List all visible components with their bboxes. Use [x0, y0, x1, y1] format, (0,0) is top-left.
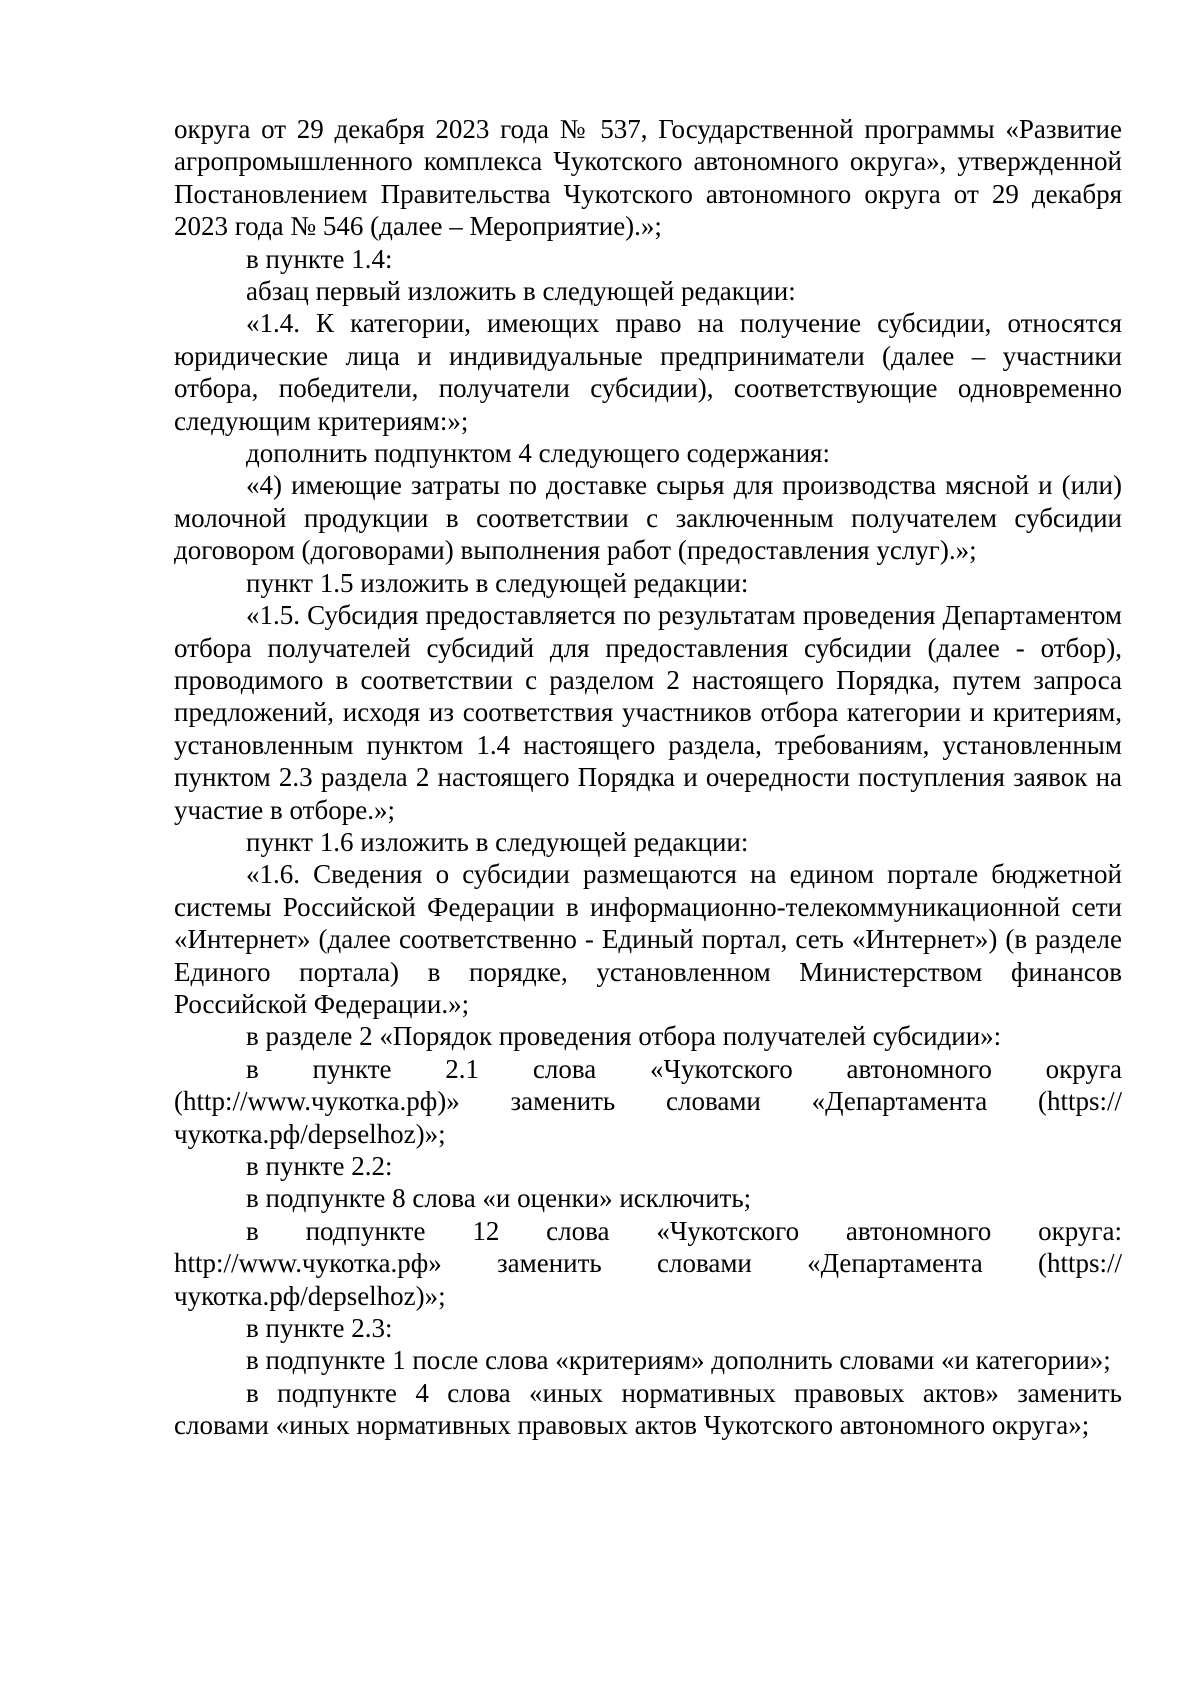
paragraph-4: «1.4. К категории, имеющих право на получение субсидии, относятся юридические лица и индивидуальные предприниматели (далее – участники отбора, победители, получатели субсидии), соответствующие одновременно следующим критериям:»;	[174, 308, 1122, 436]
paragraph-11: в разделе 2 «Порядок проведения отбора получателей субсидии»:	[246, 1021, 1002, 1052]
paragraph-12: в пункте 2.1 слова «Чукотского автономного округа (http://www.чукотка.рф)» заменить словами «Департамента (https://чукотка.рф/depselhoz)»;	[174, 1053, 1122, 1149]
paragraph-9: пункт 1.6 изложить в следующей редакции:	[246, 826, 749, 857]
paragraph-15: в подпункте 12 слова «Чукотского автономного округа: http://www.чукотка.рф» заменить словами «Департамента (https://чукотка.рф/depselhoz)»;	[174, 1215, 1122, 1311]
paragraph-1: округа от 29 декабря 2023 года № 537, Государственной программы «Развитие агропромышленного комплекса Чукотского автономного округа», утвержденной Постановлением Правительства Чукотского автономного округа от 29 декабря 2023 года № 546 (далее – Мероприятие).»;	[174, 114, 1122, 242]
paragraph-7: пункт 1.5 изложить в следующей редакции:	[246, 567, 749, 598]
paragraph-16: в пункте 2.3:	[246, 1313, 393, 1344]
paragraph-8: «1.5. Субсидия предоставляется по результатам проведения Департаментом отбора получателей субсидий для предоставления субсидии (далее - отбор), проводимого в соответствии с разделом 2 настоящего Порядка, путем запроса предложений, исходя из соответствия участников отбора категории и критериям, установленным пунктом 1.4 настоящего раздела, требованиям, установленным пунктом 2.3 раздела 2 настоящего Порядка и очередности поступления заявок на участие в отборе.»;	[174, 600, 1122, 825]
paragraph-14: в подпункте 8 слова «и оценки» исключить;	[246, 1183, 752, 1214]
paragraph-3: абзац первый изложить в следующей редакции:	[246, 276, 796, 307]
paragraph-17: в подпункте 1 после слова «критериям» дополнить словами «и категории»;	[246, 1345, 1111, 1376]
paragraph-10: «1.6. Сведения о субсидии размещаются на едином портале бюджетной системы Российской Федерации в информационно-телекоммуникационной сети «Интернет» (далее соответственно - Единый портал, сеть «Интернет») (в разделе Единого портала) в порядке, установленном Министерством финансов Российской Федерации.»;	[174, 859, 1122, 1019]
document-page	[174, 113, 1122, 1442]
paragraph-13: в пункте 2.2:	[246, 1151, 393, 1181]
paragraph-5: дополнить подпунктом 4 следующего содержания:	[246, 438, 830, 469]
paragraph-6: «4) имеющие затраты по доставке сырья для производства мясной и (или) молочной продукции в соответствии с заключенным получателем субсидии договором (договорами) выполнения работ (предоставления услуг).»;	[174, 470, 1122, 566]
paragraph-18: в подпункте 4 слова «иных нормативных правовых актов» заменить словами «иных нормативных правовых актов Чукотского автономного округа»;	[174, 1377, 1122, 1441]
paragraph-2: в пункте 1.4:	[246, 243, 393, 274]
